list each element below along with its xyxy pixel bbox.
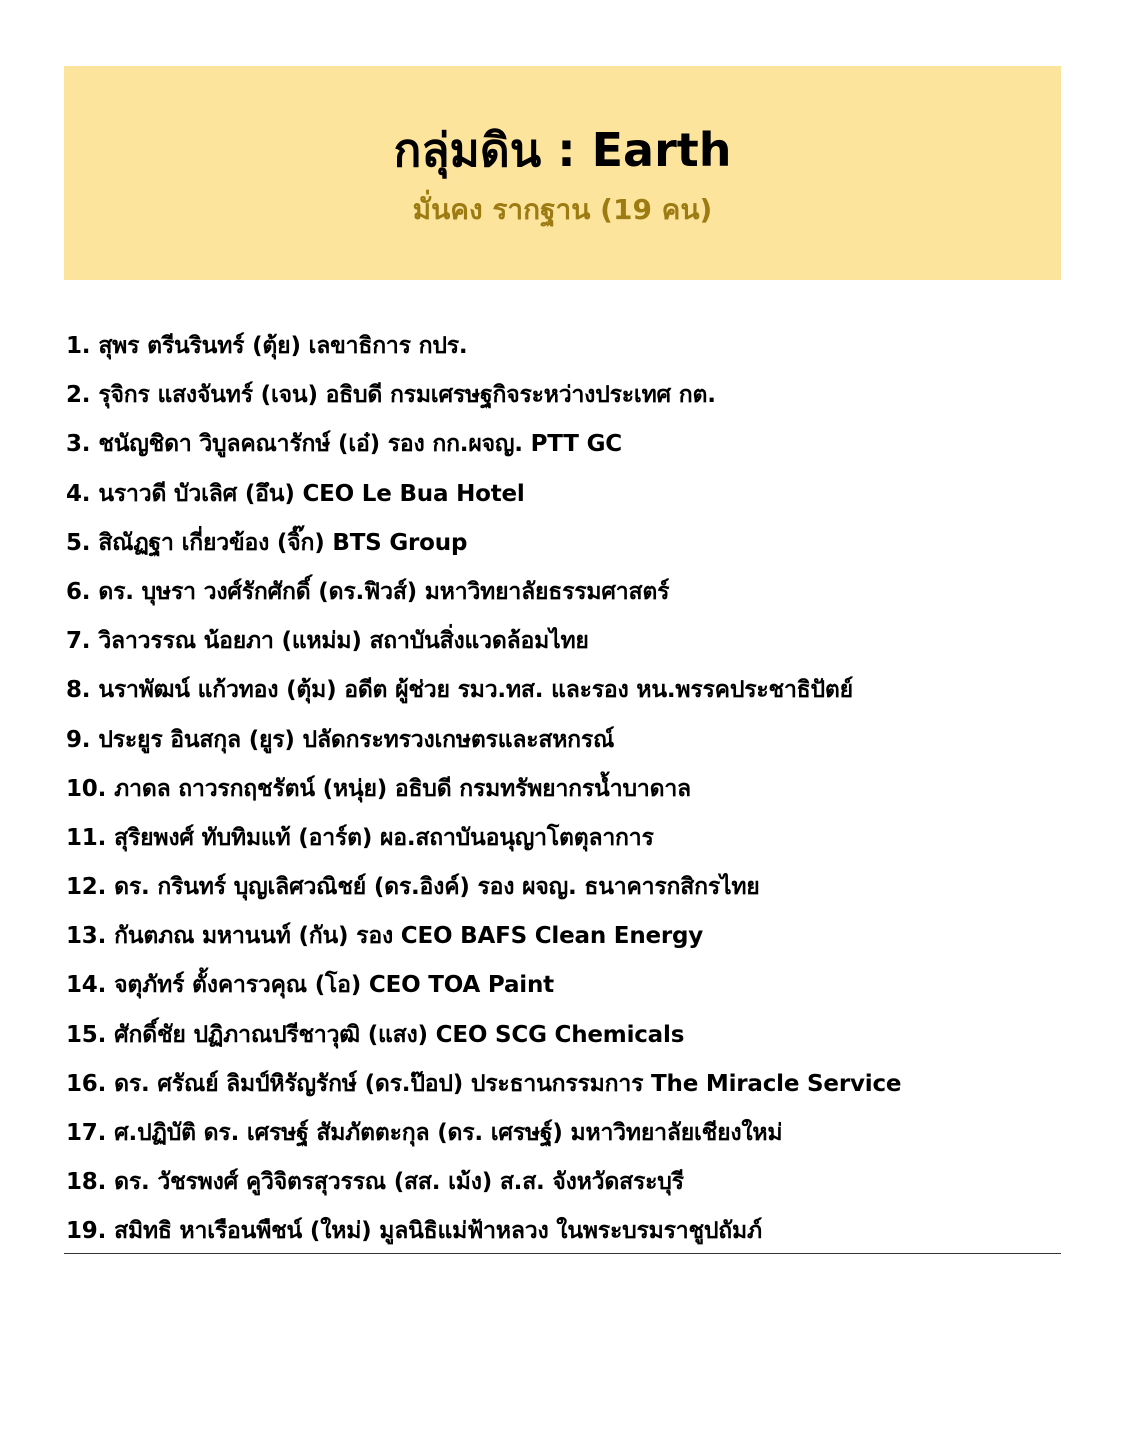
list-item-number: 10. — [66, 775, 107, 802]
list-item-number: 4. — [66, 480, 91, 507]
list-item — [66, 471, 1061, 520]
list-item — [66, 1110, 1061, 1159]
list-item — [66, 1012, 1061, 1061]
list-item-text: สุริยพงศ์ ทับทิมแท้ (อาร์ต) ผอ.สถาบันอนุญาโตตุลาการ — [114, 824, 654, 851]
list-item — [66, 864, 1061, 913]
list-item — [66, 962, 1061, 1011]
list-item-text: นราวดี บัวเลิศ (อึน) CEO Le Bua Hotel — [98, 480, 525, 507]
list-item-number: 11. — [66, 824, 107, 851]
list-item-number: 2. — [66, 382, 91, 409]
list-item — [66, 1061, 1061, 1110]
list-item-text: ศ.ปฏิบัติ ดร. เศรษฐ์ สัมภัตตะกุล (ดร. เศรษฐ์) มหาวิทยาลัยเชียงใหม่ — [114, 1120, 783, 1146]
list-item-number: 13. — [66, 923, 107, 950]
list-item-number: 6. — [66, 578, 91, 605]
list-item-text: ดร. บุษรา วงศ์รักศักดิ์ (ดร.ฟิวส์) มหาวิทยาลัยธรรมศาสตร์ — [98, 578, 670, 605]
list-item-text: จตุภัทร์ ตั้งคารวคุณ (โอ) CEO TOA Paint — [114, 972, 554, 999]
list-item-text: รุจิกร แสงจันทร์ (เจน) อธิบดี กรมเศรษฐกิจระหว่างประเทศ กต. — [98, 382, 716, 409]
list-item-number: 19. — [66, 1218, 107, 1245]
list-item-text: สิณัฏฐา เกี่ยวข้อง (จิ๊ก) BTS Group — [98, 529, 468, 556]
list-item — [66, 717, 1061, 766]
list-item-text: ดร. กรินทร์ บุญเลิศวณิชย์ (ดร.อิงค์) รอง ผจญ. ธนาคารกสิกรไทย — [114, 874, 760, 901]
list-item-number: 12. — [66, 874, 107, 901]
list-item-number: 1. — [66, 333, 91, 359]
list-item-number: 8. — [66, 677, 91, 704]
list-item-text: กันตภณ มหานนท์ (กัน) รอง CEO BAFS Clean Energy — [114, 923, 704, 950]
list-item-text: วิลาวรรณ น้อยภา (แหม่ม) สถาบันสิ่งแวดล้อมไทย — [98, 628, 589, 655]
list-item-text: ศักดิ์ชัย ปฏิภาณปรีชาวุฒิ (แสง) CEO SCG Chemicals — [114, 1021, 685, 1048]
list-item-text: ประยูร อินสกุล (ยูร) ปลัดกระทรวงเกษตรและสหกรณ์ — [98, 726, 615, 753]
list-item — [66, 569, 1061, 618]
list-item-number: 17. — [66, 1120, 107, 1146]
member-list — [66, 323, 1061, 1258]
list-item-text: ดร. ศรัณย์ ลิมป์หิรัญรักษ์ (ดร.ป๊อป) ประธานกรรมการ The Miracle Service — [114, 1070, 902, 1097]
list-item — [66, 421, 1061, 470]
list-item-number: 9. — [66, 726, 91, 753]
list-item-text: ดร. วัชรพงศ์ คูวิจิตรสุวรรณ (สส. เม้ง) ส.ส. จังหวัดสระบุรี — [114, 1169, 684, 1196]
list-item-number: 5. — [66, 529, 91, 556]
list-item — [66, 815, 1061, 864]
list-item — [66, 667, 1061, 716]
list-item-number: 3. — [66, 431, 91, 458]
list-item — [66, 1159, 1061, 1208]
header-banner — [64, 66, 1061, 280]
list-item-number: 14. — [66, 972, 107, 999]
list-item-number: 16. — [66, 1070, 107, 1097]
list-item — [66, 618, 1061, 667]
list-item — [66, 766, 1061, 815]
list-item — [66, 372, 1061, 421]
list-item — [66, 323, 1061, 372]
list-item — [66, 1208, 1061, 1257]
list-item — [66, 913, 1061, 962]
list-item-text: ภาดล ถาวรกฤชรัตน์ (หนุ่ย) อธิบดี กรมทรัพยากรน้ำบาดาล — [114, 775, 691, 802]
list-item-text: นราพัฒน์ แก้วทอง (ตุ้ม) อดีต ผู้ช่วย รมว.ทส. และรอง หน.พรรคประชาธิปัตย์ — [98, 677, 853, 704]
list-item-number: 7. — [66, 628, 91, 655]
bottom-divider — [64, 1253, 1061, 1254]
list-item-number: 15. — [66, 1021, 107, 1048]
page-subtitle: มั่นคง รากฐาน (19 คน) — [412, 193, 713, 226]
list-item — [66, 520, 1061, 569]
list-item-text: ชนัญชิดา วิบูลคณารักษ์ (เอ๋) รอง กก.ผจญ. PTT GC — [98, 431, 622, 458]
list-item-number: 18. — [66, 1169, 107, 1196]
page-title: กลุ่มดิน : Earth — [393, 123, 732, 177]
list-item-text: สุพร ตรีนรินทร์ (ตุ้ย) เลขาธิการ กปร. — [98, 333, 468, 359]
list-item-text: สมิทธิ หาเรือนพืชน์ (ใหม่) มูลนิธิแม่ฟ้าหลวง ในพระบรมราชูปถัมภ์ — [114, 1218, 762, 1245]
